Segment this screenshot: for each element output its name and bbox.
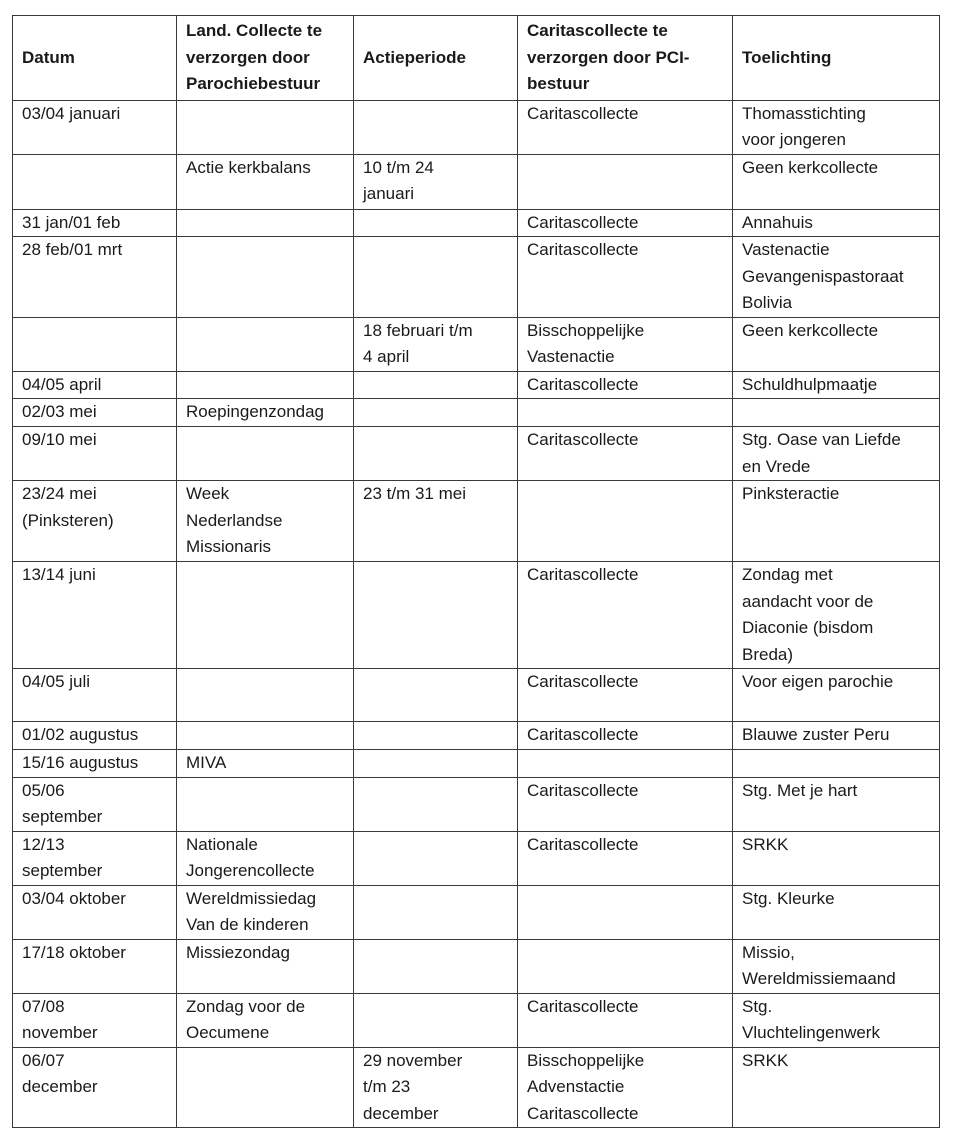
table-row [13, 777, 940, 831]
cell-toelichting: Stg. Oase van Liefde en Vrede [733, 427, 940, 481]
cell-actieperiode [354, 722, 518, 750]
table-row [13, 562, 940, 669]
cell-caritascollecte [518, 750, 733, 778]
cell-landelijke-collecte [177, 722, 354, 750]
cell-datum: 31 jan/01 feb [13, 209, 177, 237]
cell-caritascollecte [518, 481, 733, 562]
cell-toelichting: Stg. Vluchtelingenwerk [733, 993, 940, 1047]
cell-caritascollecte: Caritascollecte [518, 237, 733, 318]
cell-landelijke-collecte: Missiezondag [177, 939, 354, 993]
cell-datum: 02/03 mei [13, 399, 177, 427]
cell-landelijke-collecte [177, 669, 354, 722]
table-row [13, 722, 940, 750]
header-landelijke-collecte: Land. Collecte te verzorgen door Parochiebestuur [177, 16, 354, 101]
cell-caritascollecte: Caritascollecte [518, 427, 733, 481]
cell-toelichting: SRKK [733, 1047, 940, 1128]
cell-datum: 03/04 januari [13, 100, 177, 154]
cell-datum: 04/05 april [13, 371, 177, 399]
cell-toelichting: Geen kerkcollecte [733, 154, 940, 209]
cell-landelijke-collecte [177, 1047, 354, 1128]
table-row [13, 669, 940, 722]
cell-caritascollecte: Bisschoppelijke Vastenactie [518, 317, 733, 371]
cell-actieperiode [354, 885, 518, 939]
table-row [13, 481, 940, 562]
collection-schedule-table [12, 15, 940, 1128]
cell-actieperiode [354, 562, 518, 669]
cell-datum: 23/24 mei (Pinksteren) [13, 481, 177, 562]
cell-caritascollecte [518, 154, 733, 209]
table-row [13, 237, 940, 318]
cell-toelichting: Blauwe zuster Peru [733, 722, 940, 750]
table-row [13, 154, 940, 209]
cell-datum: 17/18 oktober [13, 939, 177, 993]
cell-caritascollecte [518, 939, 733, 993]
header-datum: Datum [13, 16, 177, 101]
table-row [13, 1047, 940, 1128]
cell-caritascollecte: Caritascollecte [518, 100, 733, 154]
cell-datum: 15/16 augustus [13, 750, 177, 778]
cell-caritascollecte: Caritascollecte [518, 669, 733, 722]
cell-actieperiode: 10 t/m 24 januari [354, 154, 518, 209]
cell-toelichting: Stg. Kleurke [733, 885, 940, 939]
cell-actieperiode [354, 669, 518, 722]
cell-actieperiode [354, 371, 518, 399]
table-row [13, 831, 940, 885]
table-row [13, 100, 940, 154]
cell-caritascollecte: Caritascollecte [518, 722, 733, 750]
cell-caritascollecte: Bisschoppelijke Advenstactie Caritascollecte [518, 1047, 733, 1128]
cell-caritascollecte [518, 885, 733, 939]
cell-datum: 09/10 mei [13, 427, 177, 481]
cell-landelijke-collecte [177, 237, 354, 318]
cell-landelijke-collecte [177, 427, 354, 481]
table-row [13, 939, 940, 993]
cell-landelijke-collecte: Week Nederlandse Missionaris [177, 481, 354, 562]
cell-caritascollecte: Caritascollecte [518, 831, 733, 885]
cell-toelichting: Stg. Met je hart [733, 777, 940, 831]
table-row [13, 399, 940, 427]
cell-caritascollecte: Caritascollecte [518, 209, 733, 237]
cell-landelijke-collecte: Zondag voor de Oecumene [177, 993, 354, 1047]
cell-landelijke-collecte [177, 209, 354, 237]
cell-landelijke-collecte [177, 562, 354, 669]
cell-toelichting: Annahuis [733, 209, 940, 237]
cell-caritascollecte: Caritascollecte [518, 371, 733, 399]
cell-datum: 04/05 juli [13, 669, 177, 722]
cell-toelichting: Vastenactie Gevangenispastoraat Bolivia [733, 237, 940, 318]
cell-datum: 03/04 oktober [13, 885, 177, 939]
cell-landelijke-collecte [177, 100, 354, 154]
cell-landelijke-collecte: Nationale Jongerencollecte [177, 831, 354, 885]
cell-toelichting: Missio, Wereldmissiemaand [733, 939, 940, 993]
cell-landelijke-collecte [177, 371, 354, 399]
cell-toelichting: Zondag met aandacht voor de Diaconie (bisdom Breda) [733, 562, 940, 669]
cell-actieperiode: 18 februari t/m 4 april [354, 317, 518, 371]
header-toelichting: Toelichting [733, 16, 940, 101]
cell-landelijke-collecte: Roepingenzondag [177, 399, 354, 427]
cell-landelijke-collecte [177, 777, 354, 831]
table-row [13, 885, 940, 939]
cell-datum [13, 154, 177, 209]
cell-actieperiode [354, 831, 518, 885]
cell-caritascollecte: Caritascollecte [518, 993, 733, 1047]
cell-actieperiode [354, 237, 518, 318]
cell-toelichting: Pinksteractie [733, 481, 940, 562]
cell-landelijke-collecte: Wereldmissiedag Van de kinderen [177, 885, 354, 939]
cell-toelichting [733, 399, 940, 427]
cell-toelichting: Schuldhulpmaatje [733, 371, 940, 399]
cell-actieperiode [354, 427, 518, 481]
cell-actieperiode [354, 777, 518, 831]
cell-toelichting [733, 750, 940, 778]
table-row [13, 993, 940, 1047]
cell-landelijke-collecte: Actie kerkbalans [177, 154, 354, 209]
table-row [13, 317, 940, 371]
cell-caritascollecte: Caritascollecte [518, 777, 733, 831]
header-row [13, 16, 940, 101]
cell-datum [13, 317, 177, 371]
cell-actieperiode [354, 100, 518, 154]
table-row [13, 209, 940, 237]
cell-datum: 06/07 december [13, 1047, 177, 1128]
cell-landelijke-collecte [177, 317, 354, 371]
cell-actieperiode [354, 939, 518, 993]
cell-caritascollecte [518, 399, 733, 427]
cell-datum: 07/08 november [13, 993, 177, 1047]
cell-actieperiode [354, 399, 518, 427]
cell-actieperiode: 29 november t/m 23 december [354, 1047, 518, 1128]
cell-toelichting: SRKK [733, 831, 940, 885]
cell-actieperiode [354, 993, 518, 1047]
cell-toelichting: Voor eigen parochie [733, 669, 940, 722]
cell-datum: 28 feb/01 mrt [13, 237, 177, 318]
cell-datum: 01/02 augustus [13, 722, 177, 750]
cell-datum: 12/13 september [13, 831, 177, 885]
cell-actieperiode [354, 750, 518, 778]
cell-landelijke-collecte: MIVA [177, 750, 354, 778]
cell-actieperiode: 23 t/m 31 mei [354, 481, 518, 562]
header-actieperiode: Actieperiode [354, 16, 518, 101]
table-row [13, 750, 940, 778]
cell-datum: 13/14 juni [13, 562, 177, 669]
header-caritascollecte: Caritascollecte te verzorgen door PCI- bestuur [518, 16, 733, 101]
cell-caritascollecte: Caritascollecte [518, 562, 733, 669]
cell-toelichting: Thomasstichting voor jongeren [733, 100, 940, 154]
cell-toelichting: Geen kerkcollecte [733, 317, 940, 371]
cell-actieperiode [354, 209, 518, 237]
table-header [13, 16, 940, 101]
cell-datum: 05/06 september [13, 777, 177, 831]
table-body [13, 100, 940, 1128]
table-row [13, 427, 940, 481]
table-row [13, 371, 940, 399]
